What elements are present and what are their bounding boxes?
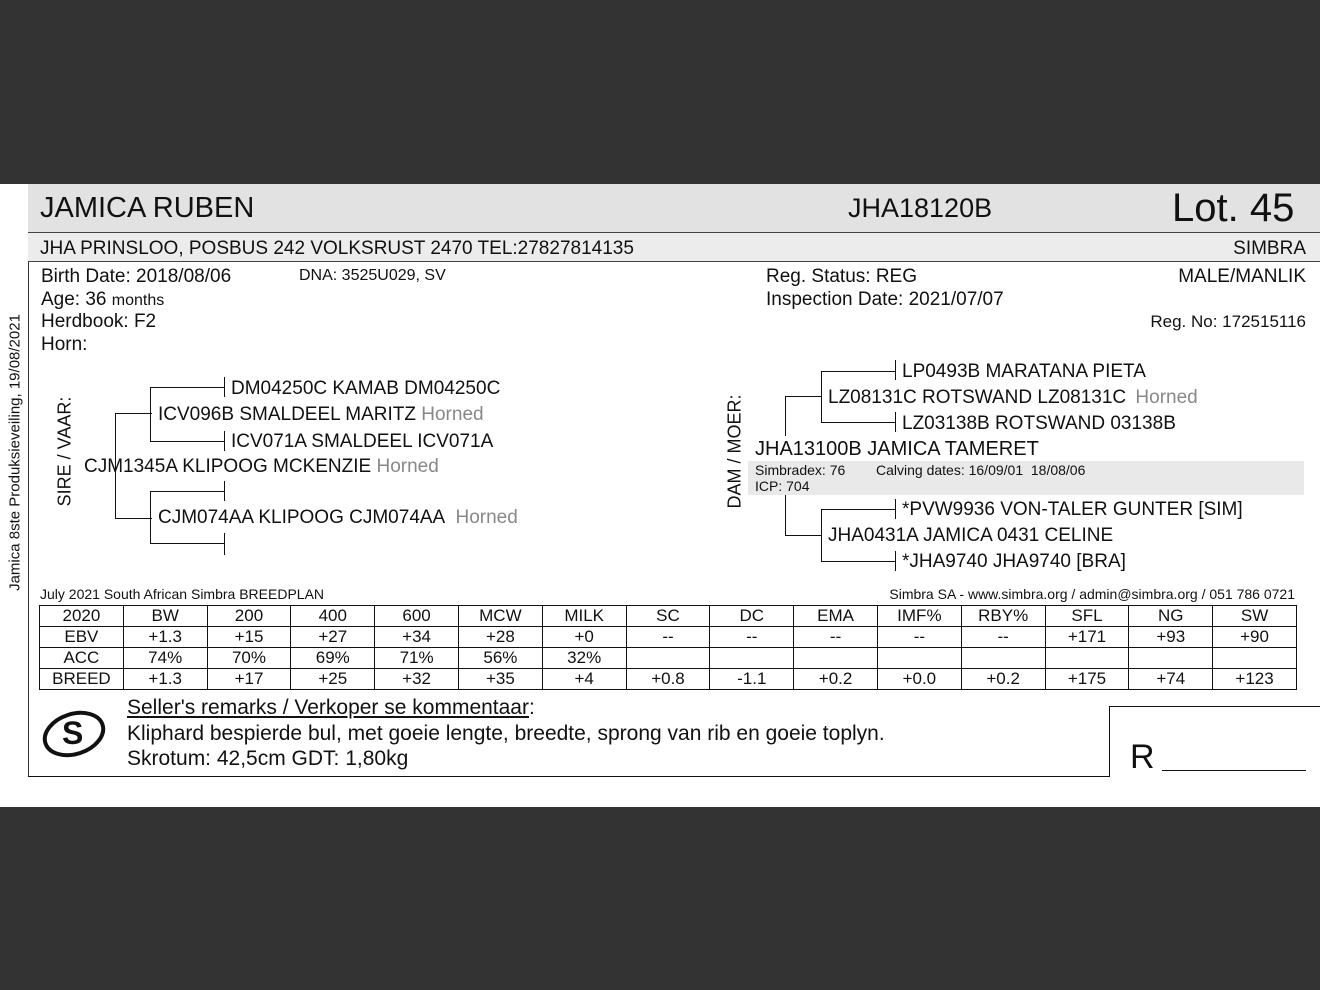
table-cell: +1.3 <box>123 627 207 648</box>
pedigree-line <box>115 413 152 414</box>
table-cell: 32% <box>542 648 626 669</box>
table-cell: +74 <box>1129 669 1213 690</box>
table-cell: +1.3 <box>123 669 207 690</box>
bottom-border <box>28 776 1110 777</box>
table-row <box>40 627 1297 648</box>
table-cell: -- <box>794 627 878 648</box>
table-cell: +4 <box>542 669 626 690</box>
sire-name-line <box>84 456 439 478</box>
age <box>41 289 164 311</box>
table-cell <box>1129 648 1213 669</box>
breed-name: SIMBRA <box>1233 238 1306 259</box>
table-cell: DC <box>710 606 794 627</box>
dam-sire-sire: LP0493B MARATANA PIETA <box>902 361 1146 382</box>
table-cell: +0 <box>542 627 626 648</box>
pedigree-line <box>150 387 151 441</box>
table-cell: 400 <box>291 606 375 627</box>
table-header-row <box>40 606 1297 627</box>
pedigree-line <box>821 509 895 510</box>
table-cell: BREED <box>40 669 124 690</box>
table-row <box>40 669 1297 690</box>
dna: DNA: 3525U029, SV <box>299 267 446 284</box>
table-cell: +90 <box>1213 627 1297 648</box>
pedigree-line <box>821 509 822 561</box>
pedigree-line <box>821 371 895 372</box>
sire-dam-line <box>158 507 518 529</box>
lot-number: Lot. 45 <box>1172 186 1295 230</box>
table-cell: 74% <box>123 648 207 669</box>
remarks-heading: Seller's remarks / Verkoper se kommentaar <box>127 696 529 719</box>
pedigree-line <box>224 533 225 555</box>
table-cell: +35 <box>458 669 542 690</box>
reg-status: Reg. Status: REG <box>766 266 918 287</box>
pedigree-line <box>224 377 225 397</box>
sire-label: SIRE / VAAR: <box>54 396 75 507</box>
table-cell: +0.2 <box>794 669 878 690</box>
dam-dam: JHA0431A JAMICA 0431 CELINE <box>828 525 1114 546</box>
table-cell: +93 <box>1129 627 1213 648</box>
table-cell: +171 <box>1045 627 1129 648</box>
dam-sire-dam: LZ03138B ROTSWAND 03138B <box>902 413 1176 434</box>
table-cell: +0.0 <box>877 669 961 690</box>
dam-sire-line <box>828 387 1198 409</box>
pedigree-line <box>150 491 151 543</box>
owner-address: JHA PRINSLOO, POSBUS 242 VOLKSRUST 2470 TEL:27827814135 <box>40 238 634 259</box>
table-cell: +15 <box>207 627 291 648</box>
pedigree-line <box>895 360 896 380</box>
sire-dam-name: CJM074AA KLIPOOG CJM074AA <box>158 507 445 528</box>
herdbook: Herdbook: F2 <box>41 311 157 332</box>
pedigree-line <box>821 561 895 562</box>
dam-sire-note: Horned <box>1135 387 1198 408</box>
ebv-table <box>39 605 1297 690</box>
breedplan-contact: Simbra SA - www.simbra.org / admin@simbra.org / 051 786 0721 <box>889 586 1295 602</box>
pedigree-line <box>224 481 225 501</box>
table-cell: ACC <box>40 648 124 669</box>
table-cell <box>1045 648 1129 669</box>
dam-label: DAM / MOER: <box>724 394 745 509</box>
table-cell: IMF% <box>877 606 961 627</box>
dam-dam-sire: *PVW9936 VON-TALER GUNTER [SIM] <box>902 499 1243 520</box>
table-cell: BW <box>123 606 207 627</box>
table-cell: +28 <box>458 627 542 648</box>
pedigree-line <box>150 387 224 388</box>
breedplan-title: July 2021 South African Simbra BREEDPLAN <box>40 586 325 602</box>
catalogue-card <box>0 184 1320 807</box>
table-cell <box>794 648 878 669</box>
table-cell: 600 <box>375 606 459 627</box>
age-unit: months <box>111 292 165 309</box>
sire-dam-of-sire: ICV071A SMALDEEL ICV071A <box>231 431 494 452</box>
sire-sire: DM04250C KAMAB DM04250C <box>231 378 501 399</box>
sire-note: Horned <box>376 456 439 477</box>
table-cell: RBY% <box>961 606 1045 627</box>
sire-sire-name: ICV096B SMALDEEL MARITZ <box>158 404 416 425</box>
table-row <box>40 648 1297 669</box>
table-cell: -- <box>877 627 961 648</box>
table-cell: -- <box>626 627 710 648</box>
table-cell: MILK <box>542 606 626 627</box>
dam-name: JHA13100B JAMICA TAMERET <box>755 438 1039 460</box>
price-input-line[interactable] <box>1162 770 1306 771</box>
simbra-logo-icon <box>40 706 112 758</box>
table-cell: 56% <box>458 648 542 669</box>
table-cell <box>626 648 710 669</box>
side-label: Jamica 8ste Produksieveiling, 19/08/2021 <box>6 314 24 591</box>
price-box-left <box>1109 706 1110 777</box>
pedigree-line <box>895 412 896 432</box>
table-cell: +27 <box>291 627 375 648</box>
logo-letter: S <box>62 715 84 751</box>
table-cell: -- <box>961 627 1045 648</box>
dam-icp: ICP: 704 <box>755 478 810 494</box>
pedigree-line <box>785 495 786 536</box>
pedigree-line <box>821 422 895 423</box>
dam-calving: Calving dates: 16/09/01 18/08/06 <box>876 462 1086 478</box>
table-cell: SFL <box>1045 606 1129 627</box>
pedigree-line <box>785 396 822 397</box>
table-cell: 70% <box>207 648 291 669</box>
sire-dam-note: Horned <box>455 507 518 528</box>
table-cell: -1.1 <box>710 669 794 690</box>
sire-sire-note: Horned <box>421 404 484 425</box>
table-cell: 2020 <box>40 606 124 627</box>
table-cell: 71% <box>375 648 459 669</box>
table-cell <box>877 648 961 669</box>
table-cell: +32 <box>375 669 459 690</box>
table-cell <box>710 648 794 669</box>
dam-dam-dam: *JHA9740 JHA9740 [BRA] <box>902 551 1126 572</box>
age-value: Age: 36 <box>41 289 107 310</box>
pedigree-line <box>785 535 822 536</box>
table-cell: +34 <box>375 627 459 648</box>
horn: Horn: <box>41 334 88 355</box>
animal-id: JHA18120B <box>848 193 993 223</box>
pedigree-line <box>150 543 224 544</box>
inspection-date: Inspection Date: 2021/07/07 <box>766 289 1004 310</box>
table-cell: SW <box>1213 606 1297 627</box>
pedigree-line <box>150 491 224 492</box>
table-cell: +0.8 <box>626 669 710 690</box>
table-cell: +123 <box>1213 669 1297 690</box>
table-cell: +17 <box>207 669 291 690</box>
dam-simbradex: Simbradex: 76 <box>755 462 846 478</box>
table-cell <box>1213 648 1297 669</box>
remarks-line-1: Kliphard bespierde bul, met goeie lengte, breedte, sprong van rib en goeie toplyn. <box>127 722 885 745</box>
table-cell: +25 <box>291 669 375 690</box>
table-cell: 200 <box>207 606 291 627</box>
remarks-colon: : <box>528 696 535 719</box>
birth-date: Birth Date: 2018/08/06 <box>41 266 232 287</box>
table-cell <box>961 648 1045 669</box>
pedigree-line <box>224 431 225 451</box>
pedigree-line <box>895 551 896 571</box>
sex: MALE/MANLIK <box>1178 266 1306 287</box>
pedigree-line <box>895 499 896 519</box>
table-cell: -- <box>710 627 794 648</box>
pedigree-line <box>115 518 152 519</box>
table-cell: 69% <box>291 648 375 669</box>
sire-name: CJM1345A KLIPOOG MCKENZIE <box>84 456 372 477</box>
table-cell: EBV <box>40 627 124 648</box>
pedigree-line <box>785 396 786 436</box>
pedigree-line <box>150 441 224 442</box>
price-label: R <box>1130 738 1155 776</box>
table-cell: EMA <box>794 606 878 627</box>
dam-sire-name: LZ08131C ROTSWAND LZ08131C <box>828 387 1127 408</box>
price-box-top <box>1109 706 1320 707</box>
table-cell: NG <box>1129 606 1213 627</box>
remarks-line-2: Skrotum: 42,5cm GDT: 1,80kg <box>127 747 409 770</box>
table-cell: +175 <box>1045 669 1129 690</box>
animal-name: JAMICA RUBEN <box>40 192 255 224</box>
reg-no: Reg. No: 172515116 <box>1150 312 1306 331</box>
table-cell: SC <box>626 606 710 627</box>
table-cell: +0.2 <box>961 669 1045 690</box>
sire-sire-line <box>158 404 484 426</box>
table-cell: MCW <box>458 606 542 627</box>
remarks-heading-line <box>127 696 535 720</box>
